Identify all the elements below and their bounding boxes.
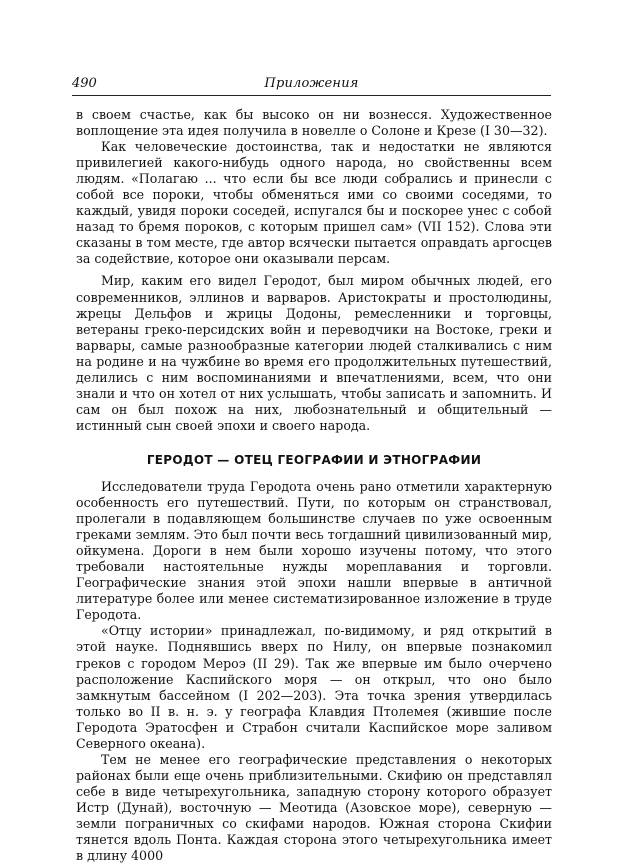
paragraph-human-virtues: Как человеческие достоинства, так и недостатки не являются привилегией какого-нибудь одного народа, но свойственны всем людям. «Полагаю ... что если бы все люди собрались и принесли с собой все пороки, чтобы обменяться ими со своими соседями, то каждый, увидя пороки соседей, испугался бы и поскорее унес с собой назад то бремя пороков, с которым пришел сам» (VII 152). Слова эти сказаны в том месте, где автор всячески пытается оправдать аргосцев за содействие, которое они оказывали персам. — [76, 139, 552, 267]
header-rule — [72, 95, 551, 96]
page-header — [72, 76, 551, 94]
page-number: 490 — [72, 76, 97, 91]
paragraph-continued: в своем счастье, как бы высоко он ни вознесся. Художественное воплощение эта идея получила в новелле о Солоне и Крезе (I 30—32). — [76, 107, 552, 139]
page-body — [76, 107, 552, 864]
paragraph-travels: Исследователи труда Геродота очень рано отметили характерную особенность его путешествий. Пути, по которым он странствовал, пролегали в подавляющем большинстве случаев по уже освоенным греками землям. Это был почти весь тогдашний цивилизованный мир, ойкумена. Дороги в нем были хорошо изучены потому, что этого требовали настоятельные нужды мореплавания и торговли. Географические знания этой эпохи нашли впервые в античной литературе более или менее систематизированное изложение в труде Геродота. — [76, 478, 552, 623]
paragraph-scythia: Тем не менее его географические представления о некоторых районах были еще очень приблизительными. Скифию он представлял себе в виде четырехугольника, западную сторону которого образует Истр (Дунай), восточную — Меотида (Азовское море), северную — земли пограничных со скифами народов. Южная сторона Скифии тянется вдоль Понта. Каждая сторона этого четырехугольника имеет в длину 4000 — [76, 751, 552, 864]
section-heading: ГЕРОДОТ — ОТЕЦ ГЕОГРАФИИ И ЭТНОГРАФИИ — [146, 452, 482, 467]
running-title: Приложения — [264, 76, 359, 91]
paragraph-discoveries: «Отцу истории» принадлежал, по-видимому, и ряд открытий в этой науке. Поднявшись вверх по Нилу, он впервые познакомил греков с городом Мероэ (II 29). Так же впервые им было очерчено расположение Каспийского моря — он открыл, что оно было замкнутым бассейном (I 202—203). Эта точка зрения утвердилась только во II в. н. э. у географа Клавдия Птолемея (жившие после Геродота Эратосфен и Страбон считали Каспийское море заливом Северного океана). — [76, 623, 552, 751]
paragraph-herodotus-world: Мир, каким его видел Геродот, был миром обычных людей, его современников, эллинов и варваров. Аристократы и простолюдины, жрецы Дельфов и жрицы Додоны, ремесленники и торговцы, ветераны греко-персидских войн и переводчики на Востоке, греки и варвары, самые разнообразные категории людей сталкивались с ним на родине и на чужбине во время его продолжительных путешествий, делились с ним воспоминаниями и впечатлениями, всем, что они знали и что он хотел от них услышать, чтобы записать и запомнить. И сам он был похож на них, любознательный и общительный — истинный сын своей эпохи и своего народа. — [76, 273, 552, 433]
